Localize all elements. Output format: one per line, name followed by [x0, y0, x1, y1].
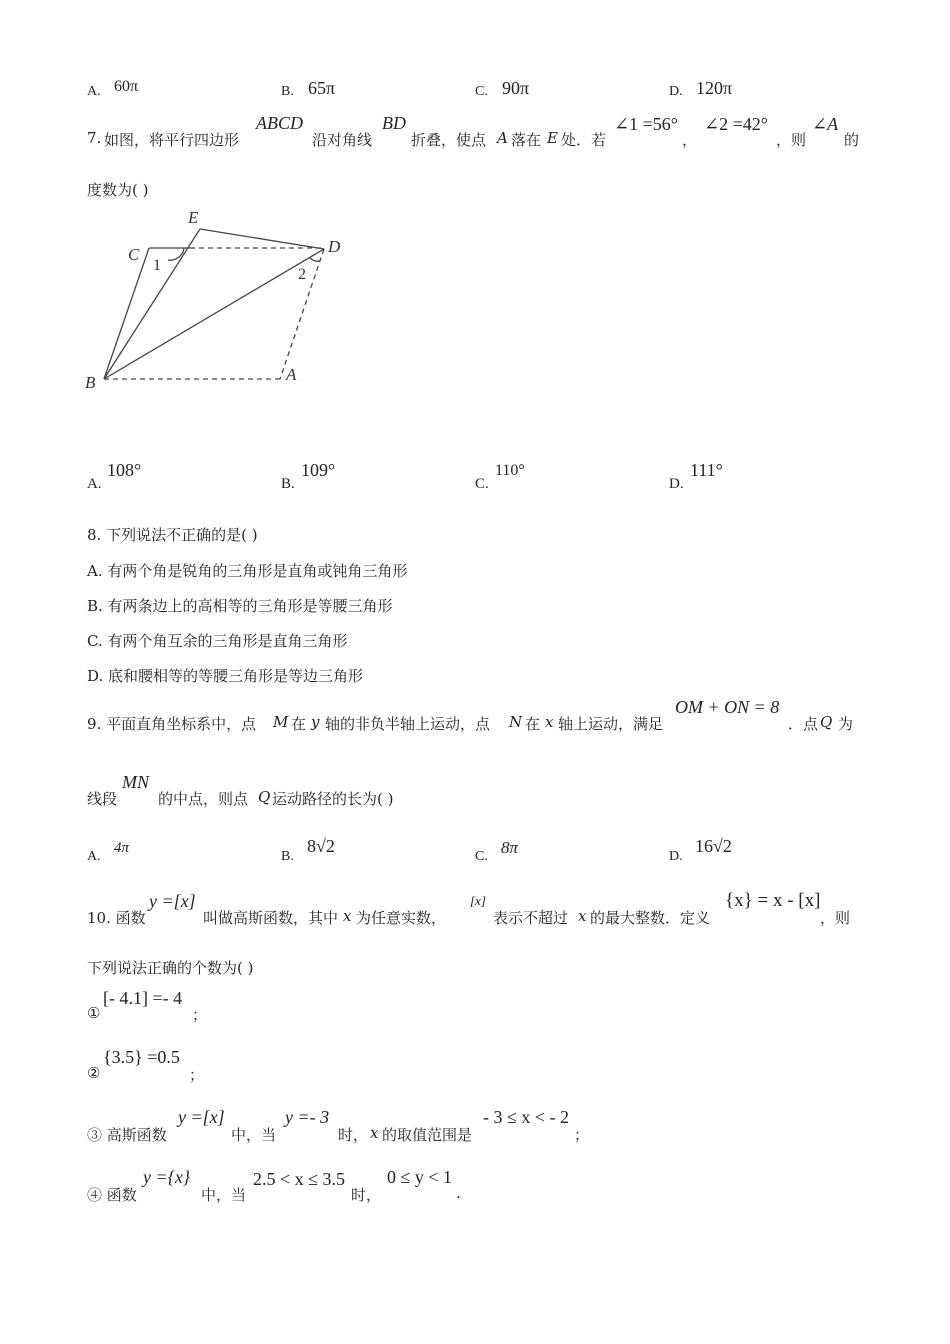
- q7-option-c-label: C.: [475, 476, 489, 492]
- q10-text-1: 10. 函数: [87, 909, 146, 927]
- q9-text-3: 轴的非负半轴上运动，点: [325, 715, 491, 733]
- q10-math-x-2: x: [578, 907, 587, 925]
- q10-statement-1-end: ；: [192, 1006, 208, 1024]
- q6-option-d-value: 120π: [696, 78, 733, 98]
- label-d: D: [328, 237, 341, 256]
- q10-statement-4-end: .: [456, 1184, 461, 1202]
- q10-statement-3-mark: ③ 高斯函数: [87, 1126, 167, 1144]
- q10-statement-1-eq: [- 4.1] =- 4: [103, 988, 183, 1008]
- q7-math-a: A: [497, 129, 508, 147]
- q10-statement-4-eq1: y ={x}: [143, 1167, 191, 1187]
- q9-line2-text-a: 线段: [87, 790, 118, 808]
- q10-statement-4-mark: ④ 函数: [87, 1186, 137, 1204]
- q6-option-c-label: C.: [475, 84, 488, 99]
- q9-math-q: Q: [820, 713, 833, 731]
- q9-text-4: 在: [525, 715, 541, 733]
- q9-math-m: M: [273, 713, 289, 731]
- q9-line2-text-b: 的中点，则点: [158, 790, 249, 808]
- q7-angle-a: ∠A: [812, 114, 839, 134]
- q10-line-2: 下列说法正确的个数为( ): [87, 959, 254, 977]
- q7-math-bd: BD: [382, 113, 406, 133]
- q8-option-b: B. 有两条边上的高相等的三角形是等腰三角形: [87, 597, 393, 615]
- q8-option-a: A. 有两个角是锐角的三角形是直角或钝角三角形: [87, 562, 408, 580]
- q10-statement-3-t1: 中，当: [231, 1126, 277, 1144]
- q9-math-y: y: [311, 713, 320, 731]
- q9-option-b-label: B.: [281, 849, 294, 864]
- label-angle-1: 1: [153, 257, 161, 274]
- q9-text-6: ．点: [788, 715, 819, 733]
- q10-statement-3-end: ；: [574, 1126, 590, 1144]
- q10-statement-2-mark: ②: [87, 1064, 101, 1082]
- q9-option-c-label: C.: [475, 849, 488, 864]
- q9-line2-q: Q: [258, 788, 271, 806]
- q9-option-b-value: 8√2: [307, 836, 335, 856]
- q9-text-2: 在: [291, 715, 307, 733]
- q9-option-a-value: 4π: [114, 840, 130, 856]
- label-a: A: [286, 365, 297, 384]
- q7-text-8: 的: [844, 131, 860, 149]
- q6-option-b-value: 65π: [308, 78, 336, 98]
- q10-statement-4-eq3: 0 ≤ y < 1: [387, 1167, 453, 1187]
- q10-gauss-fn: y =[x]: [149, 891, 196, 911]
- label-c: C: [128, 245, 140, 264]
- q10-text-6: ，则: [820, 909, 851, 927]
- q10-math-x-1: x: [343, 907, 352, 925]
- q10-text-5: 的最大整数．定义: [590, 909, 711, 927]
- q10-statement-4-t2: 时，: [351, 1186, 382, 1204]
- q7-text-1: 如图，将平行四边形: [104, 131, 240, 149]
- q7-math-abcd: ABCD: [256, 113, 303, 133]
- q7-option-b-label: B.: [281, 476, 295, 492]
- q6-option-b-label: B.: [281, 84, 294, 99]
- q7-option-a-value: 108°: [107, 460, 142, 480]
- q9-option-a-label: A.: [87, 849, 101, 864]
- q7-math-e: E: [547, 129, 558, 147]
- q7-option-d-value: 111°: [690, 460, 723, 480]
- q10-statement-3-eq2: y =- 3: [285, 1107, 330, 1127]
- q9-math-x: x: [545, 713, 554, 731]
- q10-statement-3-t2: 时，: [338, 1126, 369, 1144]
- q10-statement-3-eq1: y =[x]: [178, 1107, 225, 1127]
- q8-option-d: D. 底和腰相等的等腰三角形是等边三角形: [87, 667, 364, 685]
- q9-option-c-value: 8π: [501, 838, 519, 857]
- q7-option-a-label: A.: [87, 476, 102, 492]
- q9-line2-text-c: 运动路径的长为( ): [272, 790, 394, 808]
- label-angle-2: 2: [298, 266, 306, 283]
- q9-math-n: N: [509, 713, 523, 731]
- q6-option-a-label: A.: [87, 84, 101, 99]
- q8-option-c: C. 有两个角互余的三角形是直角三角形: [87, 632, 348, 650]
- angle-2-arc: [310, 258, 320, 261]
- q9-equation: OM + ON = 8: [675, 697, 780, 717]
- q7-figure: [80, 205, 360, 400]
- q10-statement-3-t3: 的取值范围是: [382, 1126, 473, 1144]
- q10-statement-3-eq3: - 3 ≤ x < - 2: [483, 1107, 570, 1127]
- q10-statement-4-eq2: 2.5 < x ≤ 3.5: [253, 1169, 346, 1189]
- q10-statement-2-eq: {3.5} =0.5: [103, 1047, 180, 1067]
- q6-option-d-label: D.: [669, 84, 683, 99]
- q7-text-6: ，: [682, 131, 698, 149]
- q7-text-5: 处．若: [561, 131, 607, 149]
- q7-angle-2: ∠2 =42°: [704, 114, 768, 134]
- q7-option-b-value: 109°: [301, 460, 336, 480]
- edge-be: [104, 229, 200, 379]
- q7-option-c-value: 110°: [495, 462, 525, 479]
- q7-angle-1: ∠1 =56°: [614, 114, 678, 134]
- q7-text-3: 折叠，使点: [411, 131, 487, 149]
- q7-text-2: 沿对角线: [312, 131, 373, 149]
- q7-text-7: ，则: [776, 131, 807, 149]
- q10-text-4: 表示不超过: [493, 909, 569, 927]
- q10-statement-1-mark: ①: [87, 1004, 101, 1022]
- edge-bd: [104, 249, 324, 379]
- q10-text-3: 为任意实数，: [356, 909, 447, 927]
- q9-option-d-label: D.: [669, 849, 683, 864]
- q9-text-7: 为: [838, 715, 854, 733]
- edge-ed: [200, 229, 324, 249]
- q10-def: {x} = x - [x]: [725, 890, 821, 911]
- q7-line-2: 度数为( ): [87, 181, 149, 199]
- q8-stem: 8. 下列说法不正确的是( ): [87, 526, 258, 544]
- q10-text-2: 叫做高斯函数，其中: [203, 909, 339, 927]
- q9-text-5: 轴上运动，满足: [558, 715, 664, 733]
- q6-option-c-value: 90π: [502, 78, 530, 98]
- q10-math-bracket-x: [x]: [470, 893, 486, 908]
- q10-statement-3-x: x: [370, 1124, 379, 1142]
- label-e: E: [188, 208, 199, 227]
- q7-text-4: 落在: [511, 131, 542, 149]
- q7-option-d-label: D.: [669, 476, 684, 492]
- q9-math-mn: MN: [122, 772, 149, 792]
- label-b: B: [85, 373, 96, 392]
- q10-statement-2-end: ；: [189, 1066, 205, 1084]
- q9-option-d-value: 16√2: [695, 836, 732, 856]
- q6-option-a-value: 60π: [114, 78, 139, 95]
- q10-statement-4-t1: 中，当: [201, 1186, 247, 1204]
- q9-text-1: 9. 平面直角坐标系中，点: [87, 715, 257, 733]
- q7-number: 7.: [87, 129, 102, 147]
- edge-bc: [104, 248, 149, 379]
